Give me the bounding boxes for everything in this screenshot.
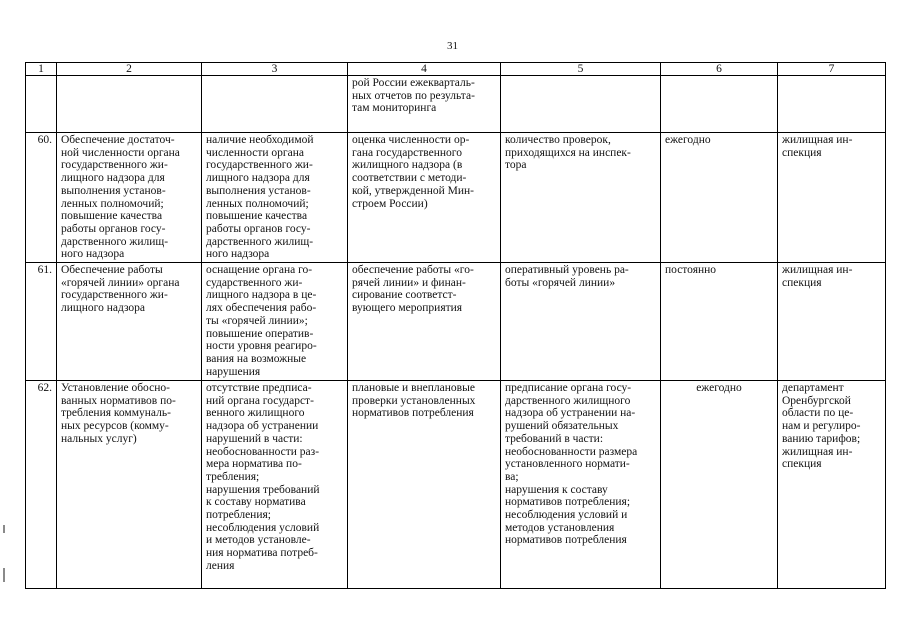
table-cell <box>26 76 57 133</box>
column-header: 6 <box>661 63 778 76</box>
measure-cell: Установление обосно- ванных нормативов по- требления коммуналь- ных ресурсов (комму- нальных услуг) <box>57 381 202 589</box>
table-row <box>26 381 886 589</box>
period-cell: ежегодно <box>661 381 778 589</box>
implementation-cell: плановые и внеплановые проверки установленных нормативов потребления <box>348 381 501 589</box>
row-number: 60. <box>26 133 57 263</box>
responsible-cell: департамент Оренбургской области по це- нам и регулиро- ванию тарифов; жилищная ин- спекция <box>778 381 886 589</box>
implementation-cell: обеспечение работы «го- рячей линии» и финан- сирование соответст- вующего мероприятия <box>348 263 501 381</box>
implementation-cell: оценка численности ор- гана государственного жилищного надзора (в соответствии с методи- кой, утвержденной Мин- строем России) <box>348 133 501 263</box>
table-row-continuation <box>26 76 886 133</box>
indicator-cell: оперативный уровень ра- боты «горячей линии» <box>501 263 661 381</box>
page-number: 31 <box>447 40 458 52</box>
row-number: 61. <box>26 263 57 381</box>
column-header: 5 <box>501 63 661 76</box>
continuation-text: рой России ежекварталь- ных отчетов по результа- там мониторинга <box>352 77 475 115</box>
responsible-cell: жилищная ин- спекция <box>778 263 886 381</box>
measures-table <box>25 62 886 589</box>
measure-cell: Обеспечение работы «горячей линии» органа государственного жи- лищного надзора <box>57 263 202 381</box>
indicator-cell: количество проверок, приходящихся на инспек- тора <box>501 133 661 263</box>
scan-margin-mark <box>3 525 5 533</box>
table-row <box>26 263 886 381</box>
indicator-cell: предписание органа госу- дарственного жилищного надзора об устранении на- рушений обязательных требований в части: необоснованности размера установленного нормати- ва; нарушения к составу нормативов потребления; несоблюдения условий и методов установления нормативов потребления <box>501 381 661 589</box>
column-header: 2 <box>57 63 202 76</box>
column-header: 7 <box>778 63 886 76</box>
row-number: 62. <box>26 381 57 589</box>
problem-cell: наличие необходимой численности органа государственного жи- лищного надзора для выполнения установ- ленных полномочий; повышение качества работы органов госу- дарственного жилищ- ного надзора <box>202 133 348 263</box>
column-header: 4 <box>348 63 501 76</box>
table-cell <box>57 76 202 133</box>
column-header: 1 <box>26 63 57 76</box>
column-header: 3 <box>202 63 348 76</box>
table-cell <box>501 76 661 133</box>
problem-cell: оснащение органа го- сударственного жи- лищного надзора в це- лях обеспечения рабо- ты «горячей линии»; повышение оператив- ности уровня реагиро- вания на возможные нарушения <box>202 263 348 381</box>
period-cell: постоянно <box>661 263 778 381</box>
table-cell <box>661 76 778 133</box>
table-row <box>26 133 886 263</box>
measure-cell: Обеспечение достаточ- ной численности органа государственного жи- лищного надзора для выполнения установ- ленных полномочий; повышение качества работы органов госу- дарственного жилищ- ного надзора <box>57 133 202 263</box>
responsible-cell: жилищная ин- спекция <box>778 133 886 263</box>
table-cell <box>778 76 886 133</box>
scan-margin-mark <box>3 568 5 582</box>
table-cell <box>348 76 501 133</box>
table-header-row <box>26 63 886 76</box>
problem-cell: отсутствие предписа- ний органа государст- венного жилищного надзора об устранении нарушений в части: необоснованности раз- мера норматива по- требления; нарушения требований к составу норматива потребления; несоблюдения условий и методов установле- ния норматива потреб- ления <box>202 381 348 589</box>
period-cell: ежегодно <box>661 133 778 263</box>
table-cell <box>202 76 348 133</box>
